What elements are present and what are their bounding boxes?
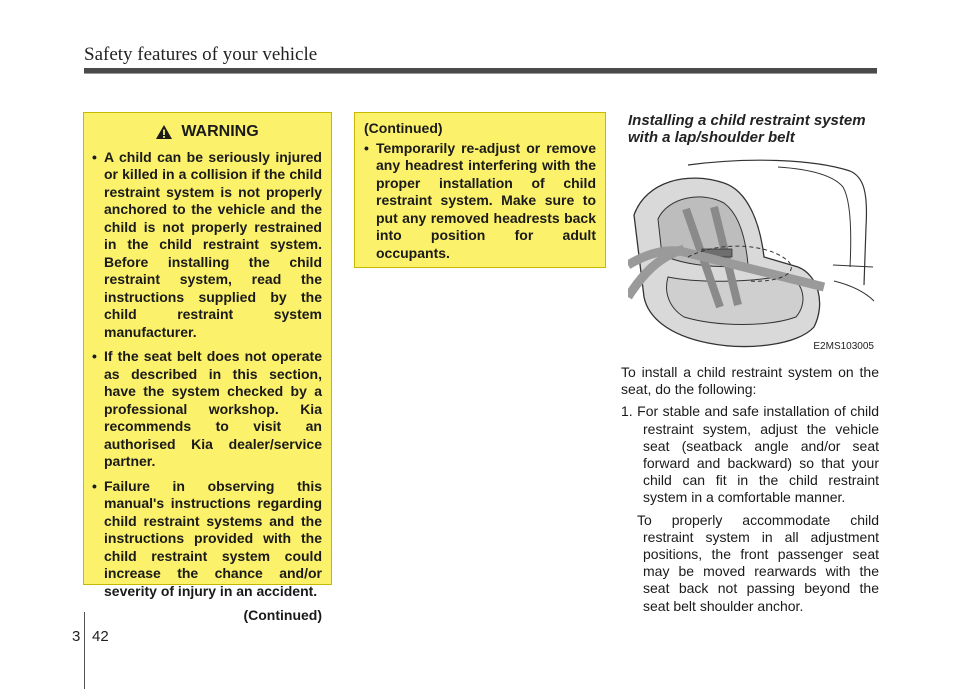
warning-box	[83, 112, 332, 623]
continued-bullet: • Temporarily re-adjust or remove any headrest interfering with the proper installation of child restraint system. Make sure to put any removed headrests back into position for adult occupants.	[364, 140, 596, 263]
warning-bullet-list	[92, 149, 322, 601]
warning-bullet: • A child can be seriously injured or killed in a collision if the child restraint system is not properly anchored to the vehicle and the child is not properly restrained in the child restraint system. Before installing the child restraint system, read the instructions supplied by the child restraint system manufacturer.	[92, 149, 322, 342]
warning-triangle-icon	[155, 124, 173, 140]
figure-code: E2MS103005	[813, 341, 874, 352]
warning-bullet: • Failure in observing this manual's instructions regarding child restraint systems and the instructions provided with the child restraint system could increase the chance and/or severity of injury in an accident.	[92, 478, 322, 601]
section-title: Installing a child restraint system with a lap/shoulder belt	[628, 112, 866, 146]
section-heading-area	[628, 112, 878, 146]
child-seat-drawing	[628, 157, 878, 355]
step-1: 1. For stable and safe installation of child restraint system, adjust the vehicle seat (seatback angle and/or seat forward and backward) so that your child can fit in the child restraint system in a comfortable manner.	[621, 403, 879, 506]
warning-bullet: • If the seat belt does not operate as described in this section, have the system checked by a professional workshop. Kia recommends to visit an authorised Kia dealer/service partner.	[92, 348, 322, 471]
warning-continued-label: (Continued)	[243, 607, 322, 623]
chapter-number: 3	[72, 628, 81, 645]
continued-label: (Continued)	[364, 120, 443, 136]
warning-heading	[92, 123, 322, 141]
footer-rule	[84, 612, 85, 689]
header-rule-thin	[84, 73, 877, 74]
child-seat-illustration	[628, 157, 878, 355]
warning-heading-label: WARNING	[181, 123, 259, 140]
page-number: 42	[92, 628, 109, 645]
step-1-note: To properly accommodate child restraint system in all adjustment positions, the front passenger seat may be moved rearwards with the seat back not passing beyond the seat belt shoulder anchor.	[637, 511, 879, 614]
intro-paragraph: To install a child restraint system on the seat, do the following:	[621, 364, 879, 398]
continued-warning-box	[354, 112, 606, 268]
instruction-text	[621, 364, 879, 620]
continued-bullet-list	[364, 140, 596, 263]
page-header-title: Safety features of your vehicle	[84, 44, 318, 65]
